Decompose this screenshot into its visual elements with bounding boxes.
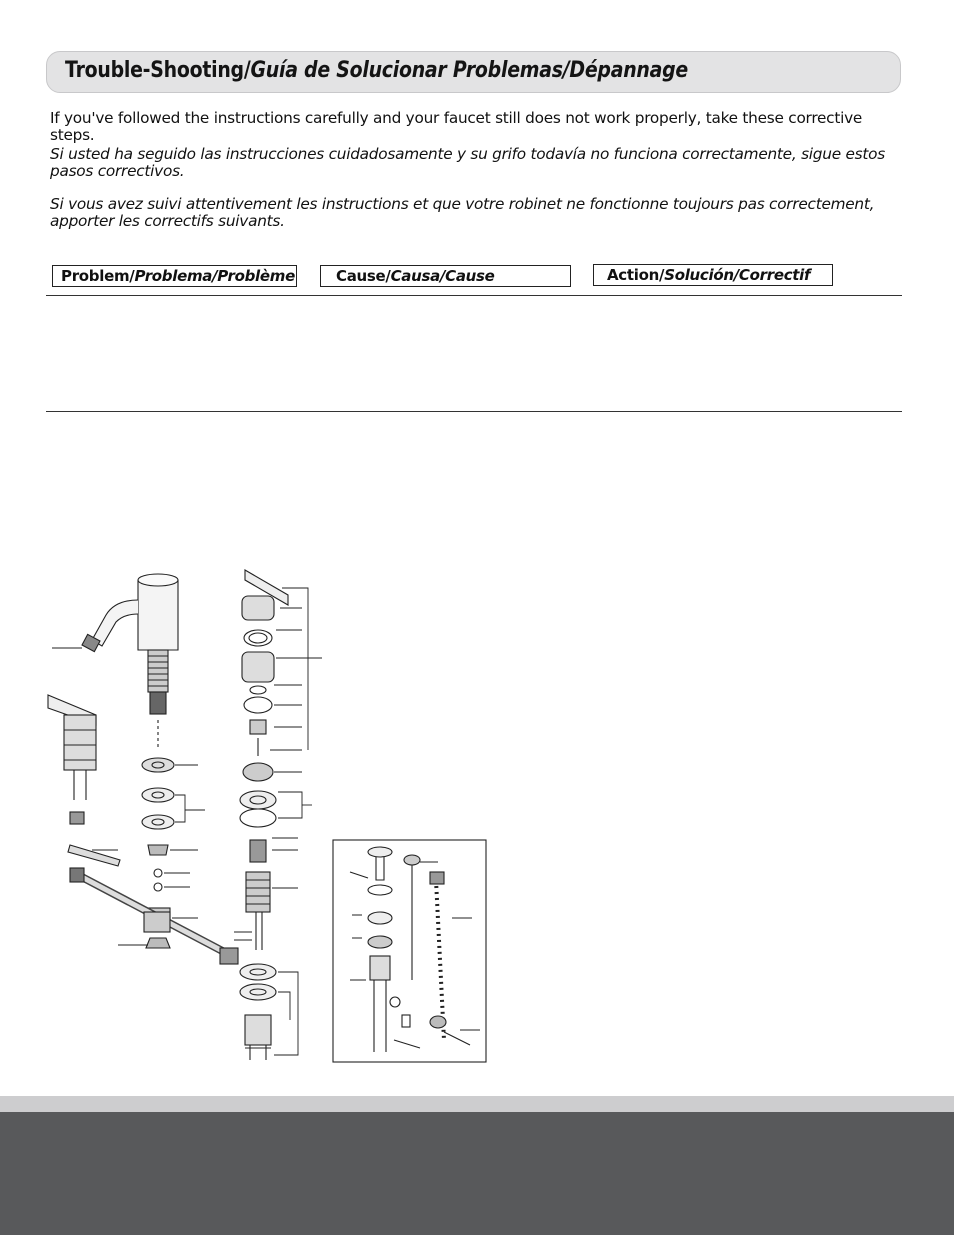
title-english: Trouble-Shooting/ bbox=[65, 58, 251, 83]
table-bottom-rule bbox=[46, 411, 902, 412]
title-spanish-french: Guía de Solucionar Problemas/Dépannage bbox=[250, 58, 689, 83]
header-cause-es-fr: Causa/Cause bbox=[390, 267, 495, 285]
header-problem-es-fr: Problema/Problème bbox=[134, 267, 295, 285]
table-top-rule bbox=[46, 295, 902, 296]
header-action-es-fr: Solución/Correctif bbox=[664, 266, 811, 284]
header-cause bbox=[320, 265, 571, 287]
header-cause-en: Cause/ bbox=[336, 267, 391, 285]
header-action-en: Action/ bbox=[607, 266, 665, 284]
page-title bbox=[65, 58, 688, 83]
handle-stack-right-column bbox=[240, 570, 288, 1060]
washers-left-column bbox=[142, 758, 174, 924]
header-action bbox=[593, 264, 833, 286]
intro-english: If you've followed the instructions carefully and your faucet still does not work properly, take these corrective steps. bbox=[50, 109, 863, 144]
supply-hose-illustration bbox=[70, 868, 238, 964]
header-problem bbox=[52, 265, 297, 287]
header-problem-en: Problem/ bbox=[61, 267, 135, 285]
title-bar bbox=[46, 51, 901, 93]
callout-lines bbox=[52, 588, 322, 1055]
faucet-exploded-diagram bbox=[40, 560, 500, 1070]
handle-assembly-illustration bbox=[48, 695, 120, 866]
footer-light-band bbox=[0, 1096, 954, 1112]
footer-dark-band bbox=[0, 1112, 954, 1235]
intro-spanish: Si usted ha seguido las instrucciones cuidadosamente y su grifo todavía no funciona correctamente, sigue estos pasos correctivos. bbox=[50, 145, 885, 180]
intro-french: Si vous avez suivi attentivement les instructions et que votre robinet ne fonctionne toujours pas correctement, apporter les correctifs suivants. bbox=[50, 195, 875, 230]
drain-assembly-inset bbox=[333, 840, 486, 1062]
